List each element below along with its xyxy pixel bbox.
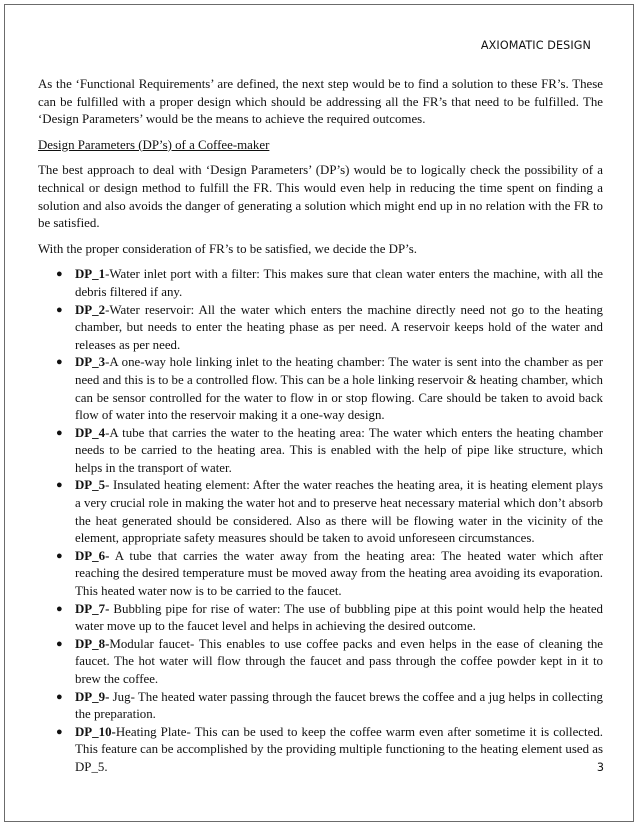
- dp-label: DP_4: [75, 425, 106, 440]
- dp-label: DP_9-: [75, 689, 110, 704]
- list-item-dp-6: [38, 548, 603, 601]
- bullet-icon: ●: [56, 725, 63, 738]
- dp-text: - Insulated heating element: After the water reaches the heating area, it is heating element plays a very crucial role in making the water hot and to preserve heat necessary material which don’t absorb the heat generated should be considered. Also as there will be flowing water in the vicinity of the element, appropriate safety measures should be taken to avoid unforeseen circumstances.: [75, 478, 603, 546]
- list-item-dp-2: [38, 302, 603, 355]
- dp-text: Bubbling pipe for rise of water: The use of bubbling pipe at this point would help the heated water move up to the faucet level and helps in achieving the desired outcome.: [75, 601, 603, 634]
- dp-text: -Water inlet port with a filter: This makes sure that clean water enters the machine, with all the debris filtered if any.: [75, 267, 603, 299]
- dp-text: -A tube that carries the water to the heating area: The water which enters the heating chamber needs to be carried to the heating area. This is enabled with the help of pipe like structure, which helps in the transport of water.: [75, 425, 603, 475]
- dp-label: DP_1: [75, 267, 106, 282]
- dp-label: DP_8-: [75, 636, 110, 651]
- design-parameters-list: [38, 266, 603, 776]
- bullet-icon: ●: [56, 426, 63, 439]
- section-paragraph-2: With the proper consideration of FR’s to be satisfied, we decide the DP’s.: [38, 241, 417, 256]
- dp-text: A tube that carries the water away from the heating area: The heated water which after reaching the desired temperature must be moved away from the heating area avoiding its evaporation. This heated water now is to be carried to the faucet.: [75, 548, 603, 599]
- bullet-icon: ●: [56, 637, 63, 650]
- bullet-icon: ●: [56, 549, 63, 562]
- bullet-icon: ●: [56, 356, 63, 369]
- section-heading: Design Parameters (DP’s) of a Coffee-maker: [38, 137, 270, 152]
- bullet-icon: ●: [56, 690, 63, 703]
- list-item-dp-1: [38, 266, 603, 301]
- bullet-icon: ●: [56, 268, 63, 281]
- page-number: 3: [596, 761, 604, 774]
- list-item-dp-5: [38, 477, 603, 547]
- dp-label: DP_7-: [75, 601, 110, 616]
- dp-label: DP_2: [75, 302, 106, 317]
- bullet-icon: ●: [56, 479, 63, 492]
- list-item-dp-4: [38, 425, 603, 478]
- dp-label: DP_6-: [75, 548, 110, 563]
- dp-text: Heating Plate- This can be used to keep the coffee warm even after sometime it is collected. This feature can be accomplished by the providing multiple functioning to the heating element used as DP_5.: [75, 724, 604, 774]
- list-item-dp-9: [38, 689, 603, 724]
- dp-label: DP_10-: [75, 724, 116, 739]
- bullet-icon: ●: [56, 303, 63, 316]
- document-body: [38, 76, 603, 777]
- list-item-dp-3: [38, 354, 603, 424]
- dp-text: -A one-way hole linking inlet to the heating chamber: The water is sent into the chamber as per need and this is to be a controlled flow. This can be a hole linking reservoir & heating chamber, which can be sensor controlled for the water to flow in or stop flowing. Care should be taken to avoid back flow of water into the reservoir making it a one-way design.: [75, 355, 603, 423]
- list-item-dp-10: [38, 724, 603, 777]
- dp-text: Modular faucet- This enables to use coffee packs and even helps in the ease of cleaning the faucet. The hot water will flow through the faucet and pass through the coffee powder kept in it to brew the coffee.: [75, 636, 603, 686]
- list-item-dp-8: [38, 636, 603, 689]
- section-paragraph-1: The best approach to deal with ‘Design Parameters’ (DP’s) would be to logically check the possibility of a technical or design method to fulfill the FR. This would even help in reducing the time spent on finding a solution and also avoids the danger of generating a solution which might end up in no relation with the FR to be satisfied.: [38, 163, 603, 231]
- dp-label: DP_3: [75, 355, 106, 370]
- intro-paragraph: As the ‘Functional Requirements’ are defined, the next step would be to find a solution to these FR’s. These can be fulfilled with a proper design which should be addressing all the FR’s that need to be fulfilled. The ‘Design Parameters’ would be the means to achieve the required outcomes.: [38, 77, 603, 127]
- running-header: AXIOMATIC DESIGN: [480, 39, 591, 52]
- bullet-icon: ●: [56, 602, 63, 615]
- dp-label: DP_5: [75, 478, 106, 493]
- dp-text: Jug- The heated water passing through the faucet brews the coffee and a jug helps in collecting the preparation.: [75, 689, 603, 722]
- dp-text: -Water reservoir: All the water which enters the machine directly need not go to the heating chamber, but needs to enter the heating phase as per need. A reservoir keeps hold of the water and releases as per need.: [75, 302, 603, 352]
- list-item-dp-7: [38, 601, 603, 636]
